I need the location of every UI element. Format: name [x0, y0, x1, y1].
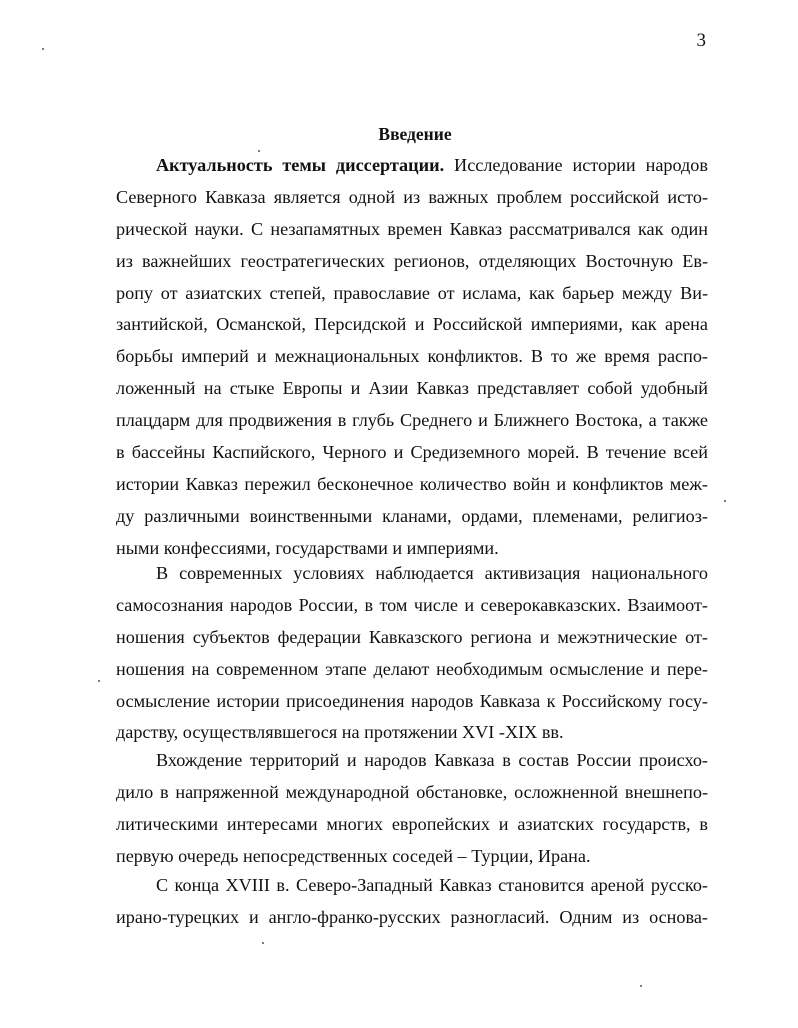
paragraph-line: зантийской, Османской, Персидской и Российской империями, как арена — [116, 314, 708, 335]
paragraph-line: дило в напряженной международной обстановке, осложненной внешнепо- — [116, 781, 708, 802]
paragraph-line: ношения на современном этапе делают необходимым осмысление и пере- — [116, 658, 708, 679]
paragraph-late-18th-century — [116, 870, 708, 934]
paragraph-line: из важнейших геостратегических регионов, отделяющих Восточную Ев- — [116, 250, 708, 271]
paragraph-line: литическими интересами многих европейских и азиатских государств, в — [116, 813, 708, 834]
paragraph-line: В современных условиях наблюдается активизация национального — [156, 563, 708, 583]
page-number: 3 — [696, 30, 706, 51]
paragraph-modern-conditions — [116, 558, 708, 749]
paragraph-line: ду различными воинственными кланами, ордами, племенами, религиоз- — [116, 505, 708, 526]
paragraph-line: Актуальность темы диссертации. Исследование истории народов — [156, 155, 708, 175]
paragraph-line: в бассейны Каспийского, Черного и Средиземного морей. В течение всей — [116, 442, 708, 463]
scan-speck — [258, 150, 260, 152]
paragraph-line: Вхождение территорий и народов Кавказа в состав России происхо- — [156, 750, 708, 770]
scan-speck — [724, 500, 726, 502]
scan-speck — [42, 48, 44, 50]
scan-speck — [262, 942, 264, 944]
paragraph-line: ирано-турецких и англо-франко-русских разногласий. Одним из основа- — [116, 906, 708, 927]
paragraph-line: Северного Кавказа является одной из важных проблем российской исто- — [116, 186, 708, 207]
paragraph-line: ложенный на стыке Европы и Азии Кавказ представляет собой удобный — [116, 378, 708, 399]
section-heading: Введение — [378, 124, 452, 144]
paragraph-relevance — [116, 150, 708, 565]
paragraph-line: первую очередь непосредственных соседей – Турции, Ирана. — [116, 845, 591, 866]
scan-speck — [640, 985, 642, 987]
scan-speck — [98, 680, 100, 682]
paragraph-line: рической науки. С незапамятных времен Кавказ рассматривался как один — [116, 218, 708, 239]
paragraph-line: истории Кавказ пережил бесконечное количество войн и конфликтов меж- — [116, 473, 708, 494]
paragraph-line: самосознания народов России, в том числе и северокавказских. Взаимоот- — [116, 594, 708, 615]
paragraph-line: осмысление истории присоединения народов Кавказа к Российскому госу- — [116, 690, 708, 711]
paragraph-accession — [116, 745, 708, 873]
paragraph-line: плацдарм для продвижения в глубь Среднего и Ближнего Востока, а также — [116, 410, 708, 431]
paragraph-line: ропу от азиатских степей, православие от ислама, как барьер между Ви- — [116, 282, 708, 303]
paragraph-line: ными конфессиями, государствами и империями. — [116, 537, 499, 558]
paragraph-line: С конца XVIII в. Северо-Западный Кавказ становится ареной русско- — [156, 875, 708, 895]
paragraph-line: борьбы империй и межнациональных конфликтов. В то же время распо- — [116, 346, 708, 367]
paragraph-line: ношения субъектов федерации Кавказского региона и межэтнические от- — [116, 626, 708, 647]
paragraph-line: дарству, осуществлявшегося на протяжении XVI -XIX вв. — [116, 722, 564, 743]
paragraph-lead: Актуальность темы диссертации. — [156, 155, 445, 175]
